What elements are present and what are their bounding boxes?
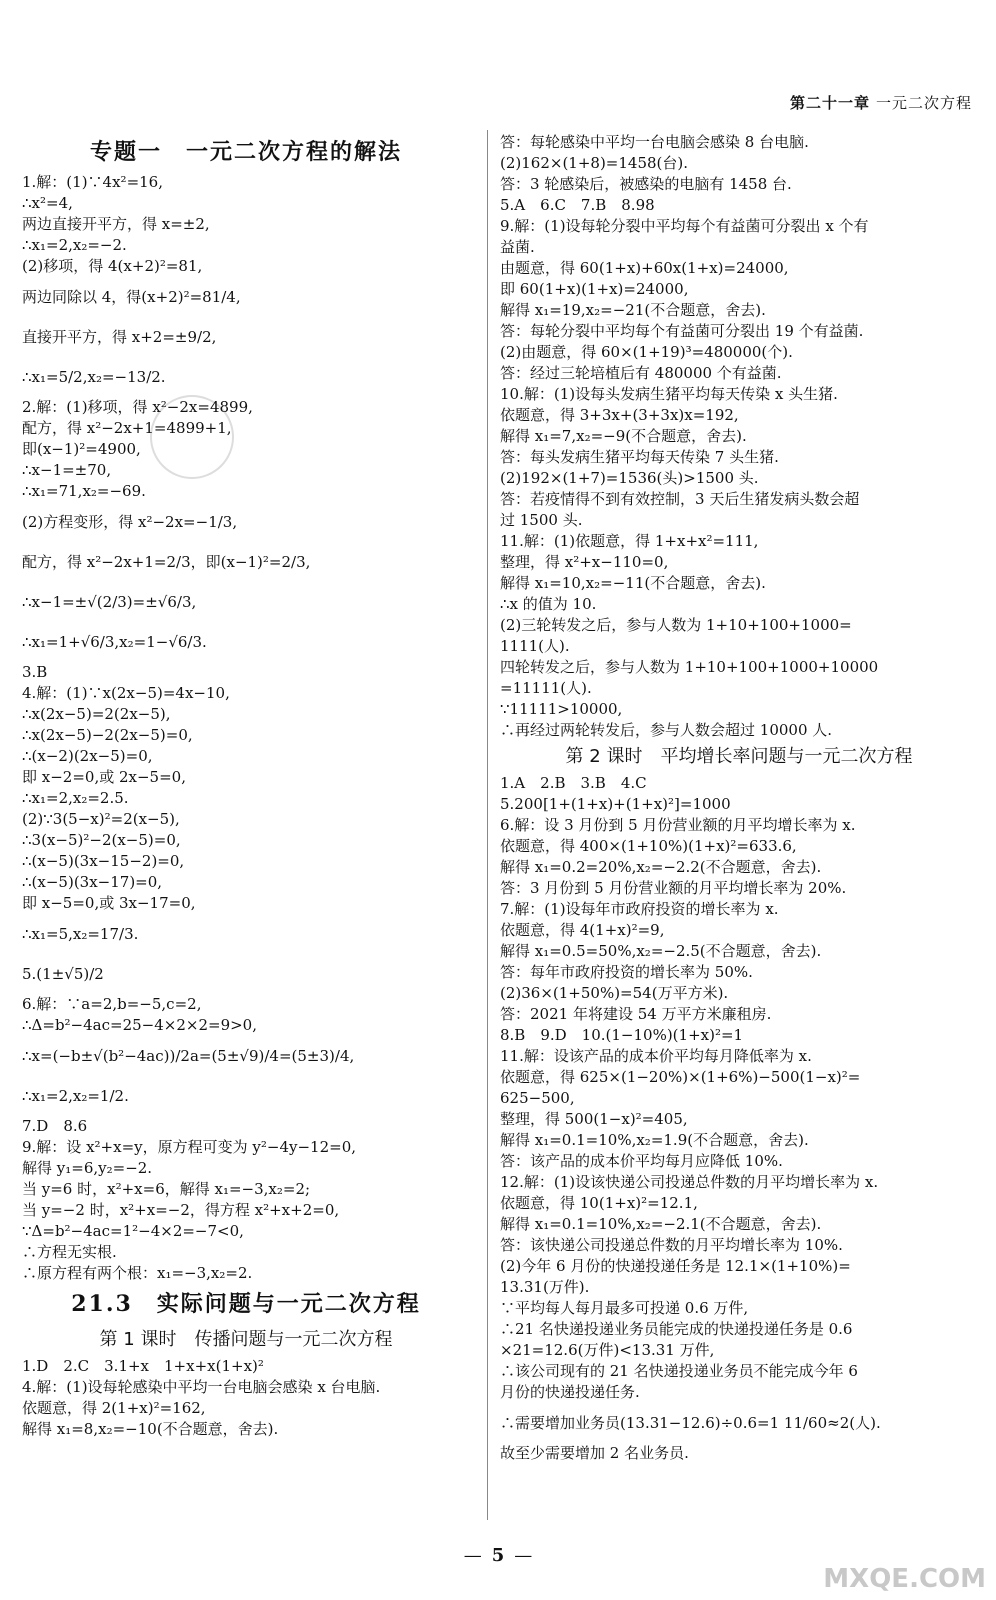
text-line: 即 x−5=0,或 3x−17=0, bbox=[22, 894, 196, 912]
text-line: 答：每轮感染中平均一台电脑会感染 8 台电脑. bbox=[500, 133, 809, 151]
text-line: ∴再经过两轮转发后，参与人数会超过 10000 人. bbox=[500, 721, 833, 739]
text-line: 答：每轮分裂中平均每个有益菌可分裂出 19 个有益菌. bbox=[500, 322, 864, 340]
text-line: (2)由题意，得 60×(1+19)³=480000(个). bbox=[500, 343, 793, 361]
text-line: 月份的快递投递任务. bbox=[500, 1383, 640, 1401]
chapter-number: 第二十一章 bbox=[789, 94, 870, 112]
text-line: 1.D 2.C 3.1+x 1+x+x(1+x)² bbox=[22, 1357, 264, 1375]
text-line: 依题意，得 400×(1+10%)(1+x)²=633.6, bbox=[500, 837, 797, 855]
text-line: 整理，得 x²+x−110=0, bbox=[500, 553, 669, 571]
text-line: 解得 x₁=0.5=50%,x₂=−2.5(不合题意，舍去). bbox=[500, 942, 822, 960]
text-line: 9.解：设 x²+x=y，原方程可变为 y²−4y−12=0, bbox=[22, 1138, 357, 1156]
formula-line: 直接开平方，得 x+2=±9/2, bbox=[22, 328, 217, 346]
text-line: 4.解：(1)∵x(2x−5)=4x−10, bbox=[22, 684, 230, 702]
text-line: ∴x₁=2,x₂=−2. bbox=[22, 236, 127, 254]
lesson-heading: 第 2 课时 平均增长率问题与一元二次方程 bbox=[565, 746, 913, 767]
text-line: 10.解：(1)设每头发病生猪平均每天传染 x 头生猪. bbox=[500, 385, 838, 403]
text-line: 解得 x₁=8,x₂=−10(不合题意，舍去). bbox=[22, 1420, 279, 1438]
text-line: 当 y=6 时，x²+x=6，解得 x₁=−3,x₂=2; bbox=[22, 1180, 311, 1198]
text-line: 配方，得 x²−2x+1=4899+1, bbox=[22, 419, 232, 437]
text-line: 整理，得 500(1−x)²=405, bbox=[500, 1110, 688, 1128]
text-line: ∴x(2x−5)=2(2x−5), bbox=[22, 705, 171, 723]
formula-line: 两边同除以 4，得(x+2)²=81/4, bbox=[22, 288, 241, 306]
formula-line: 5.(1±√5)/2 bbox=[22, 965, 104, 983]
text-line: 解得 x₁=0.1=10%,x₂=−2.1(不合题意，舍去). bbox=[500, 1215, 822, 1233]
chapter-header bbox=[790, 92, 972, 113]
text-line: 答：3 轮感染后，被感染的电脑有 1458 台. bbox=[500, 175, 792, 193]
text-line: 8.B 9.D 10.(1−10%)(1+x)²=1 bbox=[500, 1026, 744, 1044]
text-line: 答：3 月份到 5 月份营业额的月平均增长率为 20%. bbox=[500, 879, 847, 897]
text-line: 解得 x₁=7,x₂=−9(不合题意，舍去). bbox=[500, 427, 747, 445]
text-line: ∵平均每人每月最多可投递 0.6 万件, bbox=[500, 1299, 749, 1317]
text-line: 3.B bbox=[22, 663, 48, 681]
text-line: 625−500, bbox=[500, 1089, 575, 1107]
formula-line: ∴x₁=2,x₂=1/2. bbox=[22, 1087, 129, 1105]
lesson-heading: 第 1 课时 传播问题与一元二次方程 bbox=[99, 1329, 393, 1350]
text-line: 1111(人). bbox=[500, 637, 570, 655]
text-line: 答：经过三轮培植后有 480000 个有益菌. bbox=[500, 364, 782, 382]
formula-line: ∴x₁=5/2,x₂=−13/2. bbox=[22, 368, 166, 386]
text-line: ×21=12.6(万件)<13.31 万件, bbox=[500, 1341, 715, 1359]
text-line: 12.解：(1)设该快递公司投递总件数的月平均增长率为 x. bbox=[500, 1173, 879, 1191]
site-watermark: MXQE.COM bbox=[823, 1564, 986, 1594]
text-line: ∴21 名快递投递业务员能完成的快递投递任务是 0.6 bbox=[500, 1320, 853, 1338]
text-line: ∴Δ=b²−4ac=25−4×2×2=9>0, bbox=[22, 1016, 257, 1034]
text-line: 答：每年市政府投资的增长率为 50%. bbox=[500, 963, 753, 981]
text-line: ∴3(x−5)²−2(x−5)=0, bbox=[22, 831, 181, 849]
text-line: 答：该产品的成本价平均每月应降低 10%. bbox=[500, 1152, 783, 1170]
page-number: — 5 — bbox=[463, 1545, 533, 1566]
formula-line: ∴x−1=±√(2/3)=±√6/3, bbox=[22, 593, 197, 611]
text-line: 1.A 2.B 3.B 4.C bbox=[500, 774, 647, 792]
formula-line: ∴x=(−b±√(b²−4ac))/2a=(5±√9)/4=(5±3)/4, bbox=[22, 1047, 355, 1065]
text-line: 11.解：(1)依题意，得 1+x+x²=111, bbox=[500, 532, 759, 550]
text-line: 由题意，得 60(1+x)+60x(1+x)=24000, bbox=[500, 259, 789, 277]
text-line: ∴(x−2)(2x−5)=0, bbox=[22, 747, 153, 765]
text-line: ∴(x−5)(3x−15−2)=0, bbox=[22, 852, 185, 870]
text-line: 四轮转发之后，参与人数为 1+10+100+1000+10000 bbox=[500, 658, 879, 676]
page-number-value: 5 bbox=[491, 1545, 505, 1566]
text-line: 13.31(万件). bbox=[500, 1278, 590, 1296]
text-line: 依题意，得 10(1+x)²=12.1, bbox=[500, 1194, 698, 1212]
text-line: 解得 x₁=10,x₂=−11(不合题意，舍去). bbox=[500, 574, 766, 592]
formula-line: ∴x₁=5,x₂=17/3. bbox=[22, 925, 139, 943]
chapter-topic: 一元二次方程 bbox=[875, 94, 972, 112]
text-line: 解得 x₁=0.2=20%,x₂=−2.2(不合题意，舍去). bbox=[500, 858, 822, 876]
text-line: 解得 x₁=0.1=10%,x₂=1.9(不合题意，舍去). bbox=[500, 1131, 809, 1149]
text-line: 5.A 6.C 7.B 8.98 bbox=[500, 196, 655, 214]
text-line: 过 1500 头. bbox=[500, 511, 583, 529]
text-line: 7.解：(1)设每年市政府投资的增长率为 x. bbox=[500, 900, 779, 918]
text-line: 5.200[1+(1+x)+(1+x)²]=1000 bbox=[500, 795, 731, 813]
text-line: 即(x−1)²=4900, bbox=[22, 440, 141, 458]
text-line: (2)∵3(5−x)²=2(x−5), bbox=[22, 810, 180, 828]
text-line: 答：该快递公司投递总件数的月平均增长率为 10%. bbox=[500, 1236, 843, 1254]
text-line: 依题意，得 2(1+x)²=162, bbox=[22, 1399, 206, 1417]
text-line: 解得 x₁=19,x₂=−21(不合题意，舍去). bbox=[500, 301, 766, 319]
formula-line: (2)方程变形，得 x²−2x=−1/3, bbox=[22, 513, 238, 531]
formula-line: ∴x₁=1+√6/3,x₂=1−√6/3. bbox=[22, 633, 207, 651]
text-line: ∴x 的值为 10. bbox=[500, 595, 597, 613]
text-line: 当 y=−2 时，x²+x=−2，得方程 x²+x+2=0, bbox=[22, 1201, 340, 1219]
text-line: 1.解：(1)∵4x²=16, bbox=[22, 173, 163, 191]
text-line: (2)36×(1+50%)=54(万平方米). bbox=[500, 984, 729, 1002]
text-line: (2)162×(1+8)=1458(台). bbox=[500, 154, 689, 172]
text-line: 4.解：(1)设每轮感染中平均一台电脑会感染 x 台电脑. bbox=[22, 1378, 381, 1396]
text-line: 两边直接开平方，得 x=±2, bbox=[22, 215, 210, 233]
left-column bbox=[22, 132, 470, 1440]
column-divider bbox=[487, 130, 488, 1520]
right-column bbox=[500, 132, 978, 1464]
section-heading: 专题一 一元二次方程的解法 bbox=[89, 139, 402, 165]
formula-line: ∴需要增加业务员(13.31−12.6)÷0.6=1 11/60≈2(人). bbox=[500, 1414, 881, 1432]
text-line: (2)移项，得 4(x+2)²=81, bbox=[22, 257, 203, 275]
text-line: (2)今年 6 月份的快递投递任务是 12.1×(1+10%)= bbox=[500, 1257, 851, 1275]
text-line: ∴x(2x−5)−2(2x−5)=0, bbox=[22, 726, 193, 744]
text-line: 依题意，得 3+3x+(3+3x)x=192, bbox=[500, 406, 739, 424]
text-line: 9.解：(1)设每轮分裂中平均每个有益菌可分裂出 x 个有 bbox=[500, 217, 869, 235]
text-line: 6.解：设 3 月份到 5 月份营业额的月平均增长率为 x. bbox=[500, 816, 856, 834]
text-line: 即 x−2=0,或 2x−5=0, bbox=[22, 768, 186, 786]
text-line: ∴原方程有两个根：x₁=−3,x₂=2. bbox=[22, 1264, 253, 1282]
text-line: ∴该公司现有的 21 名快递投递业务员不能完成今年 6 bbox=[500, 1362, 858, 1380]
text-line: 解得 y₁=6,y₂=−2. bbox=[22, 1159, 153, 1177]
text-line: ∴方程无实根. bbox=[22, 1243, 117, 1261]
text-line: 即 60(1+x)(1+x)=24000, bbox=[500, 280, 689, 298]
text-line: ∴x₁=71,x₂=−69. bbox=[22, 482, 146, 500]
text-line: 答：每头发病生猪平均每天传染 7 头生猪. bbox=[500, 448, 779, 466]
text-line: (2)三轮转发之后，参与人数为 1+10+100+1000= bbox=[500, 616, 852, 634]
text-line: ∵11111>10000, bbox=[500, 700, 623, 718]
text-line: 依题意，得 625×(1−20%)×(1+6%)−500(1−x)²= bbox=[500, 1068, 861, 1086]
text-line: 2.解：(1)移项，得 x²−2x=4899, bbox=[22, 398, 253, 416]
text-line: =11111(人). bbox=[500, 679, 592, 697]
text-line: 6.解：∵a=2,b=−5,c=2, bbox=[22, 995, 202, 1013]
text-line: 11.解：设该产品的成本价平均每月降低率为 x. bbox=[500, 1047, 812, 1065]
text-line: 益菌. bbox=[500, 238, 535, 256]
text-line: ∴x₁=2,x₂=2.5. bbox=[22, 789, 129, 807]
text-line: ∴(x−5)(3x−17)=0, bbox=[22, 873, 163, 891]
text-line: 7.D 8.6 bbox=[22, 1117, 88, 1135]
text-line: ∴x²=4, bbox=[22, 194, 73, 212]
formula-line: 配方，得 x²−2x+1=2/3，即(x−1)²=2/3, bbox=[22, 553, 311, 571]
text-line: (2)192×(1+7)=1536(头)>1500 头. bbox=[500, 469, 759, 487]
section-heading: 21.3 实际问题与一元二次方程 bbox=[71, 1291, 421, 1317]
text-line: 答：2021 年将建设 54 万平方米廉租房. bbox=[500, 1005, 772, 1023]
text-line: 依题意，得 4(1+x)²=9, bbox=[500, 921, 665, 939]
text-line: 故至少需要增加 2 名业务员. bbox=[500, 1444, 689, 1462]
text-line: 答：若疫情得不到有效控制，3 天后生猪发病头数会超 bbox=[500, 490, 860, 508]
text-line: ∴x−1=±70, bbox=[22, 461, 112, 479]
text-line: ∵Δ=b²−4ac=1²−4×2=−7<0, bbox=[22, 1222, 244, 1240]
